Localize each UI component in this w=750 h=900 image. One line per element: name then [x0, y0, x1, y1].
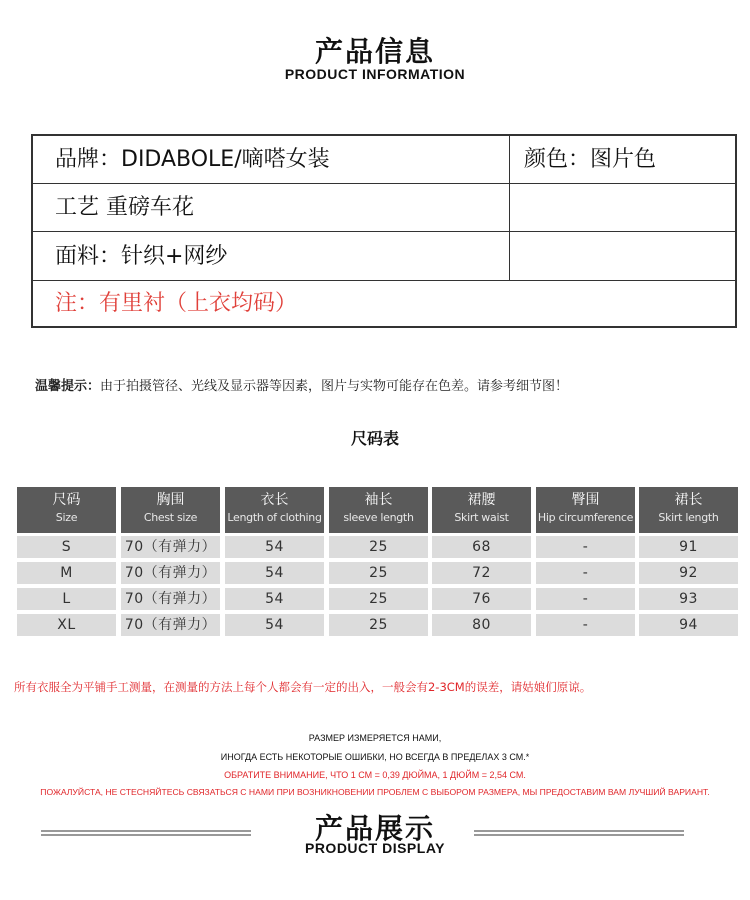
header-length: 衣长 Length of clothing	[225, 487, 324, 533]
table-cell: 54	[225, 536, 324, 558]
info-divider	[509, 136, 510, 184]
craft-label: 工艺 重磅车花	[55, 195, 194, 220]
color-label: 颜色：图片色	[524, 147, 657, 172]
table-cell: -	[536, 614, 635, 636]
info-divider	[509, 184, 510, 232]
ru-note-line1: РАЗМЕР ИЗМЕРЯЕТСЯ НАМИ,	[308, 733, 442, 743]
product-info-box	[31, 134, 737, 328]
table-cell: 68	[432, 536, 531, 558]
table-cell: 93	[639, 588, 738, 610]
table-cell: 70（有弹力）	[121, 562, 220, 584]
table-cell: 76	[432, 588, 531, 610]
info-row-note	[33, 281, 735, 326]
table-cell: 54	[225, 588, 324, 610]
table-cell: 54	[225, 562, 324, 584]
table-cell: -	[536, 562, 635, 584]
lining-note: 注：有里衬（上衣均码）	[55, 291, 298, 316]
product-info-subtitle: PRODUCT INFORMATION	[284, 66, 466, 82]
size-table-title: 尺码表	[350, 429, 399, 448]
table-cell: L	[17, 588, 116, 610]
tips-label: 温馨提示：	[35, 379, 101, 394]
info-row-fabric	[33, 232, 735, 281]
fabric-label: 面料：针织+网纱	[55, 244, 228, 269]
product-display-title: 产品展示	[314, 812, 435, 845]
brand-label: 品牌：DIDABOLE/嘀嗒女装	[55, 147, 330, 172]
table-cell: 25	[329, 614, 428, 636]
table-cell: 92	[639, 562, 738, 584]
table-cell: 70（有弹力）	[121, 588, 220, 610]
info-divider	[509, 232, 510, 281]
header-skirt-length: 裙长 Skirt length	[639, 487, 738, 533]
table-cell: -	[536, 588, 635, 610]
tips-text: 由于拍摄管径、光线及显示器等因素，图片与实物可能存在色差。请参考细节图！	[100, 379, 569, 394]
table-cell: 70（有弹力）	[121, 614, 220, 636]
header-sleeve: 袖长 sleeve length	[329, 487, 428, 533]
table-cell: 80	[432, 614, 531, 636]
table-cell: 54	[225, 614, 324, 636]
table-cell: XL	[17, 614, 116, 636]
table-cell: 70（有弹力）	[121, 536, 220, 558]
header-hip: 臀围 Hip circumference	[536, 487, 635, 533]
ru-note-line2: ИНОГДА ЕСТЬ НЕКОТОРЫЕ ОШИБКИ, НО ВСЕГДА В ПРЕДЕЛАХ 3 СМ.*	[220, 752, 530, 762]
table-cell: 25	[329, 588, 428, 610]
product-display-subtitle: PRODUCT DISPLAY	[304, 840, 445, 856]
tips-line	[35, 375, 568, 394]
header-size: 尺码 Size	[17, 487, 116, 533]
header-skirt-waist: 裙腰 Skirt waist	[432, 487, 531, 533]
ru-note-line4: ПОЖАЛУЙСТА, НЕ СТЕСНЯЙТЕСЬ СВЯЗАТЬСЯ С НАМИ ПРИ ВОЗНИКНОВЕНИИ ПРОБЛЕМ С ВЫБОРОМ РАЗМЕРА, МЫ ПРЕДОСТАВИМ ВАМ ЛУЧШИЙ ВАРИАНТ.	[40, 787, 710, 797]
header-chest: 胸围 Chest size	[121, 487, 220, 533]
info-row-craft	[33, 184, 735, 232]
table-cell: 25	[329, 536, 428, 558]
table-cell: -	[536, 536, 635, 558]
table-cell: 25	[329, 562, 428, 584]
ru-note-line3: ОБРАТИТЕ ВНИМАНИЕ, ЧТО 1 СМ = 0,39 ДЮЙМА, 1 ДЮЙМ = 2,54 СМ.	[224, 770, 526, 780]
measurement-note: 所有衣服全为平铺手工测量，在测量的方法上每个人都会有一定的出入，一般会有2-3CM的误差，请姑娘们原谅。	[14, 680, 592, 694]
table-cell: 72	[432, 562, 531, 584]
table-cell: 94	[639, 614, 738, 636]
table-cell: 91	[639, 536, 738, 558]
info-row-brand	[33, 136, 735, 184]
product-info-title: 产品信息	[314, 35, 435, 68]
table-cell: S	[17, 536, 116, 558]
table-cell: M	[17, 562, 116, 584]
